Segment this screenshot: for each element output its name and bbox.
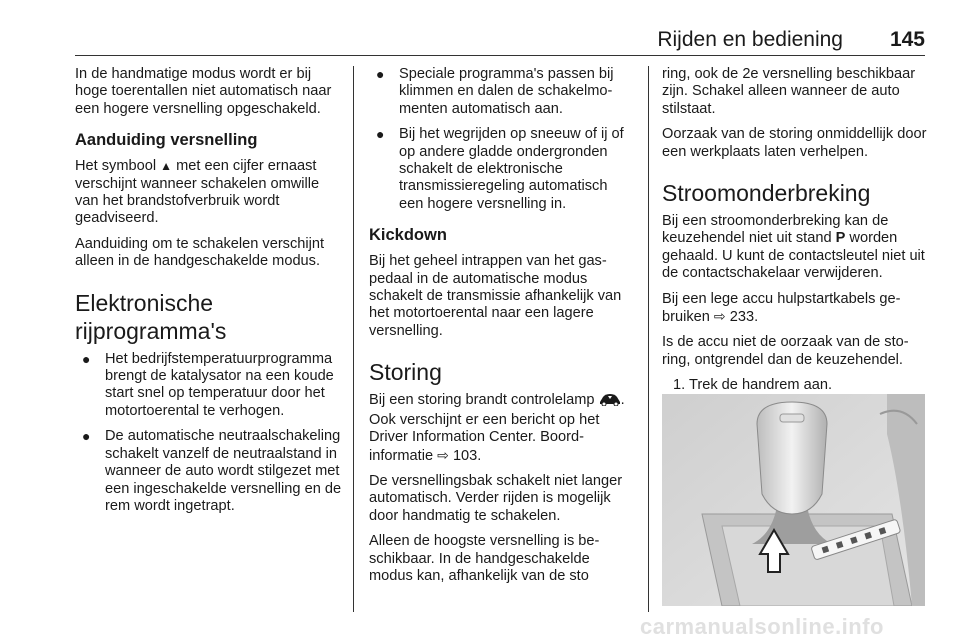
page-reference-arrow-icon: ⇨ xyxy=(713,308,726,325)
paragraph xyxy=(662,213,928,283)
list-item xyxy=(369,126,635,213)
bullet-list xyxy=(75,351,345,516)
car-warning-lamp-icon xyxy=(599,393,621,411)
bullet-icon: ● xyxy=(82,428,91,445)
list-item xyxy=(369,66,635,118)
page-number: 145 xyxy=(889,28,925,51)
page-reference[interactable]: 103. xyxy=(452,447,482,464)
paragraph xyxy=(662,291,928,327)
heading-kickdown: Kickdown xyxy=(369,226,447,245)
text: Bij een stroomonderbreking kan de keuzehendel niet uit stand xyxy=(662,213,889,247)
text: Speciale programma's passen bij klimmen en dalen de schakelmomenten automatisch aan. xyxy=(399,66,614,117)
page-header xyxy=(75,28,925,54)
paragraph: Is de accu niet de oorzaak van de storing, ontgrendel dan de keuzehendel. xyxy=(662,334,909,368)
paragraph: ring, ook de 2e versnelling beschikbaar zijn. Schakel alleen wanneer de auto stilstaat. xyxy=(662,66,916,117)
text: met een cijfer ernaast verschijnt wanneer schakelen omwille van het brandstofverbruik wordt geadviseerd. xyxy=(75,158,320,227)
heading-gear-indication: Aanduiding versnelling xyxy=(75,131,258,150)
column-1 xyxy=(75,66,345,523)
heading-storing: Storing xyxy=(369,359,442,386)
bullet-icon: ● xyxy=(376,66,385,82)
paragraph xyxy=(75,158,345,228)
column-2 xyxy=(369,66,635,593)
text: Het symbool xyxy=(75,158,161,175)
page-reference[interactable]: 233. xyxy=(729,309,759,326)
paragraph: Aanduiding om te schakelen verschijnt alleen in de handgeschakelde modus. xyxy=(75,235,325,270)
section-title: Rijden en bediening xyxy=(657,28,843,51)
heading-power-interruption: Stroomonderbreking xyxy=(662,180,871,207)
bullet-icon: ● xyxy=(376,126,385,143)
column-3 xyxy=(662,66,928,403)
paragraph: Bij het geheel intrappen van het gaspedaal in de automatische modus schakelt de transmissie afhankelijk van het motortoerental naar een lagere versnelling. xyxy=(369,253,622,339)
column-divider xyxy=(353,66,354,612)
list-item xyxy=(75,351,345,421)
paragraph: Oorzaak van de storing onmiddellijk door een werkplaats laten verhelpen. xyxy=(662,126,927,160)
page-reference-arrow-icon: ⇨ xyxy=(437,446,449,463)
paragraph xyxy=(369,392,635,465)
heading-electronic-programs: Elektronische rijprogramma's xyxy=(75,289,227,344)
gear-lever-drawing xyxy=(662,394,925,606)
bullet-list xyxy=(369,66,635,213)
text: De automatische neutraalschakeling schakelt vanzelf de neutraalstand in wanneer de auto wordt stilgezet met een ingeschakelde versnelling en de rem wordt ingetrapt. xyxy=(105,428,342,514)
bullet-icon: ● xyxy=(82,350,91,367)
text: Bij een storing brandt controlelamp xyxy=(369,392,599,409)
list-item xyxy=(662,377,928,394)
watermark-footer: carmanualsonline.info xyxy=(640,614,884,639)
paragraph: In de handmatige modus wordt er bij hoge toerentallen niet automatisch naar een hogere versnelling opgeschakeld. xyxy=(75,66,332,117)
text: Trek de handrem aan. xyxy=(688,377,833,394)
text: Bij een lege accu hulpstartkabels gebruiken xyxy=(662,290,901,326)
column-divider xyxy=(648,66,649,612)
text: worden gehaald. U kunt de contactsleutel niet uit de contactschakelaar verwijderen. xyxy=(662,230,925,282)
list-item xyxy=(75,428,345,515)
step-list xyxy=(662,377,928,394)
step-number: 1. xyxy=(673,377,686,394)
text: Het bedrijfstemperatuurprogramma brengt de katalysator na een koude start snel op temperatuur door het motortoerental te verhogen. xyxy=(105,350,334,419)
paragraph: De versnellingsbak schakelt niet langer automatisch. Verder rijden is mogelijk door handmatig te schakelen. xyxy=(369,472,623,524)
gear-position-p: P xyxy=(835,230,846,247)
shift-up-triangle-icon: ▲ xyxy=(160,159,173,174)
paragraph: Alleen de hoogste versnelling is beschikbaar. In de handgeschakelde modus kan, afhankelijk van de sto xyxy=(369,533,600,584)
header-rule xyxy=(75,55,925,56)
text: Bij het wegrijden op sneeuw of ij of op andere gladde ondergronden schakelt de elektronische transmissieregeling automatisch een hogere versnelling in. xyxy=(399,126,624,212)
text: . Ook verschijnt er een bericht op het Driver Information Center. Boordinformatie xyxy=(369,392,625,464)
gear-selector-illustration xyxy=(662,394,925,606)
